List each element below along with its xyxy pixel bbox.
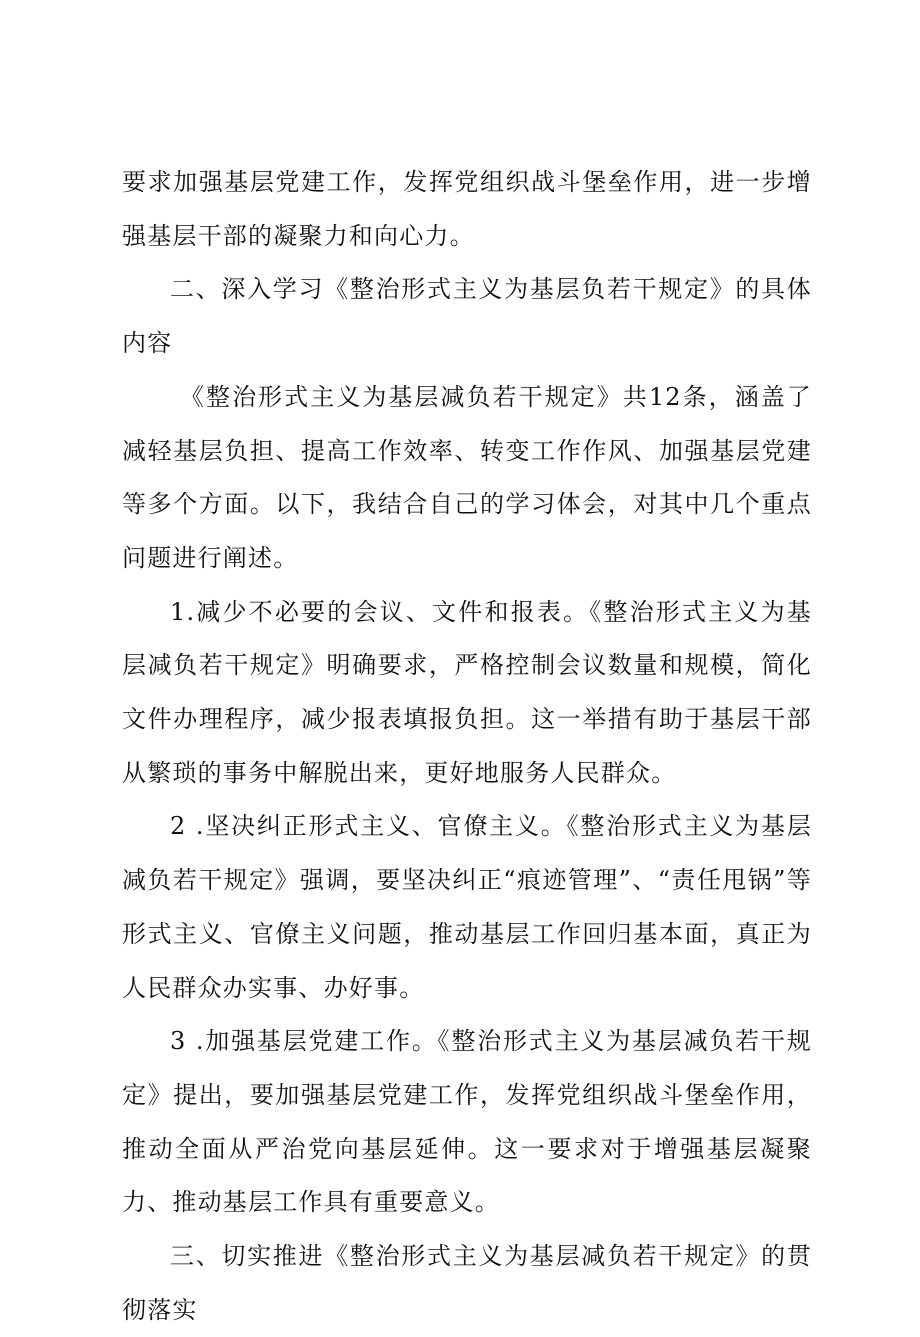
paragraph-continuation: 要求加强基层党建工作，发挥党组织战斗堡垒作用，进一步增强基层干部的凝聚力和向心力。 xyxy=(122,168,812,250)
section-heading-3: 三、切实推进《整治形式主义为基层减负若干规定》的贯彻落实 xyxy=(122,1242,812,1324)
section-heading-2: 二、深入学习《整治形式主义为基层负若干规定》的具体内容 xyxy=(122,275,812,358)
paragraph-point-3: 3 .加强基层党建工作。《整治形式主义为基层减负若干规定》提出，要加强基层党建工作，发挥党组织战斗堡垒作用，推动全面从严治党向基层延伸。这一要求对于增强基层凝聚力、推动基层工作具有重要意义。 xyxy=(122,1027,812,1217)
paragraph-point-1: 1.减少不必要的会议、文件和报表。《整治形式主义为基层减负若干规定》明确要求，严格控制会议数量和规模，简化文件办理程序，减少报表填报负担。这一举措有助于基层干部从繁琐的事务中解脱出来，更好地服务人民群众。 xyxy=(122,597,812,787)
document-body xyxy=(122,156,812,1337)
paragraph-point-2: 2 .坚决纠正形式主义、官僚主义。《整治形式主义为基层减负若干规定》强调，要坚决纠正“痕迹管理”、“责任甩锅”等形式主义、官僚主义问题，推动基层工作回归基本面，真正为人民群众办实事、办好事。 xyxy=(122,812,812,1002)
paragraph-intro: 《整治形式主义为基层减负若干规定》共12条，涵盖了减轻基层负担、提高工作效率、转变工作作风、加强基层党建等多个方面。以下，我结合自己的学习体会，对其中几个重点问题进行阐述。 xyxy=(122,382,812,572)
